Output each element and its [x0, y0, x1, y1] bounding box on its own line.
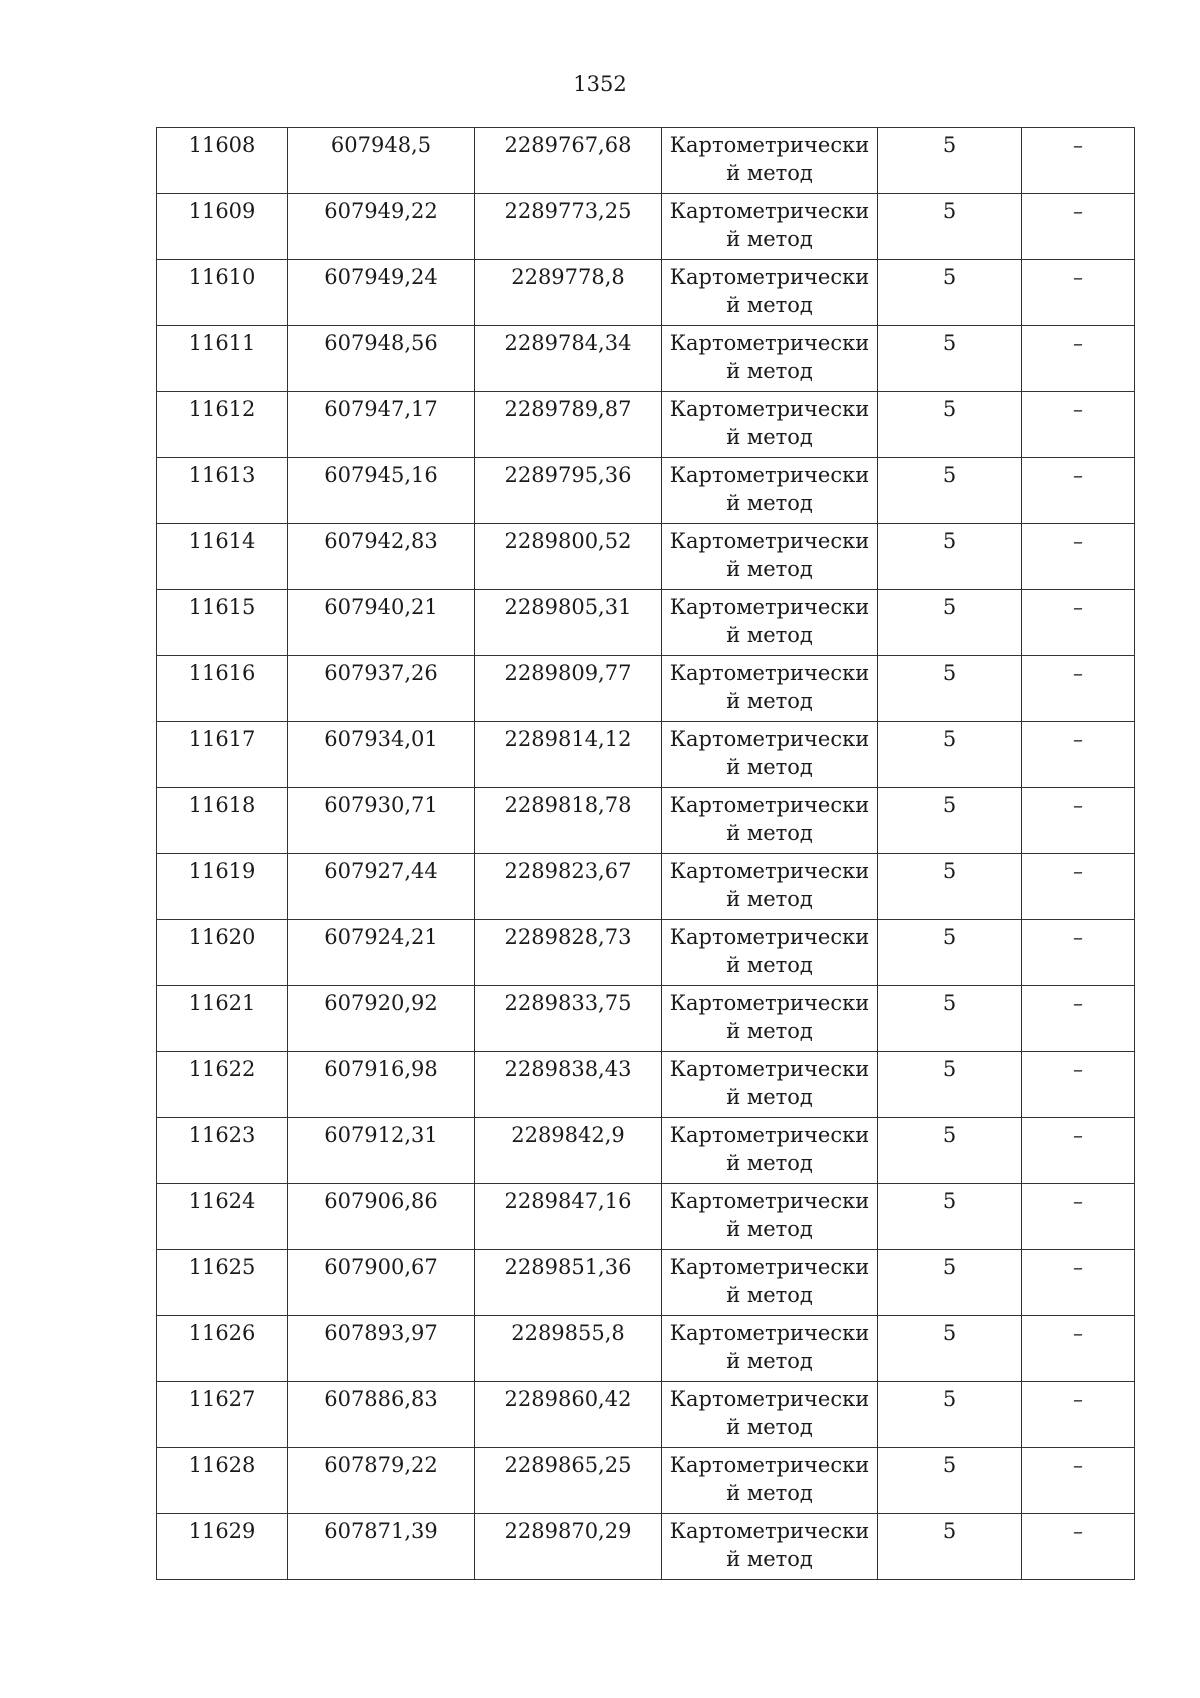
x-coordinate-cell: 607942,83	[288, 524, 475, 590]
description-cell: –	[1022, 1316, 1135, 1382]
accuracy-cell: 5	[878, 392, 1022, 458]
table-row	[157, 260, 1135, 326]
accuracy-cell: 5	[878, 590, 1022, 656]
x-coordinate-cell: 607871,39	[288, 1514, 475, 1580]
method-cell: Картометрически й метод	[662, 986, 878, 1052]
accuracy-cell: 5	[878, 656, 1022, 722]
table-row	[157, 1052, 1135, 1118]
y-coordinate-cell: 2289784,34	[475, 326, 662, 392]
accuracy-cell: 5	[878, 1514, 1022, 1580]
method-cell: Картометрически й метод	[662, 1514, 878, 1580]
table-row	[157, 194, 1135, 260]
x-coordinate-cell: 607879,22	[288, 1448, 475, 1514]
y-coordinate-cell: 2289851,36	[475, 1250, 662, 1316]
point-number-cell: 11626	[157, 1316, 288, 1382]
x-coordinate-cell: 607948,56	[288, 326, 475, 392]
y-coordinate-cell: 2289800,52	[475, 524, 662, 590]
description-cell: –	[1022, 656, 1135, 722]
x-coordinate-cell: 607893,97	[288, 1316, 475, 1382]
y-coordinate-cell: 2289795,36	[475, 458, 662, 524]
y-coordinate-cell: 2289805,31	[475, 590, 662, 656]
point-number-cell: 11614	[157, 524, 288, 590]
point-number-cell: 11619	[157, 854, 288, 920]
accuracy-cell: 5	[878, 1118, 1022, 1184]
method-cell: Картометрически й метод	[662, 458, 878, 524]
accuracy-cell: 5	[878, 326, 1022, 392]
accuracy-cell: 5	[878, 458, 1022, 524]
x-coordinate-cell: 607940,21	[288, 590, 475, 656]
method-cell: Картометрически й метод	[662, 656, 878, 722]
point-number-cell: 11625	[157, 1250, 288, 1316]
y-coordinate-cell: 2289833,75	[475, 986, 662, 1052]
accuracy-cell: 5	[878, 1184, 1022, 1250]
point-number-cell: 11608	[157, 128, 288, 194]
accuracy-cell: 5	[878, 128, 1022, 194]
table-row	[157, 1514, 1135, 1580]
description-cell: –	[1022, 458, 1135, 524]
x-coordinate-cell: 607948,5	[288, 128, 475, 194]
method-cell: Картометрически й метод	[662, 722, 878, 788]
x-coordinate-cell: 607906,86	[288, 1184, 475, 1250]
y-coordinate-cell: 2289789,87	[475, 392, 662, 458]
table-row	[157, 656, 1135, 722]
description-cell: –	[1022, 194, 1135, 260]
table-row	[157, 788, 1135, 854]
table-row	[157, 590, 1135, 656]
coordinates-table	[156, 127, 1135, 1580]
method-cell: Картометрически й метод	[662, 1382, 878, 1448]
table-row	[157, 326, 1135, 392]
point-number-cell: 11620	[157, 920, 288, 986]
description-cell: –	[1022, 1382, 1135, 1448]
point-number-cell: 11627	[157, 1382, 288, 1448]
x-coordinate-cell: 607912,31	[288, 1118, 475, 1184]
description-cell: –	[1022, 788, 1135, 854]
description-cell: –	[1022, 722, 1135, 788]
accuracy-cell: 5	[878, 194, 1022, 260]
point-number-cell: 11612	[157, 392, 288, 458]
point-number-cell: 11610	[157, 260, 288, 326]
description-cell: –	[1022, 392, 1135, 458]
method-cell: Картометрически й метод	[662, 194, 878, 260]
accuracy-cell: 5	[878, 788, 1022, 854]
y-coordinate-cell: 2289847,16	[475, 1184, 662, 1250]
method-cell: Картометрически й метод	[662, 788, 878, 854]
table-row	[157, 1382, 1135, 1448]
point-number-cell: 11618	[157, 788, 288, 854]
accuracy-cell: 5	[878, 1382, 1022, 1448]
x-coordinate-cell: 607900,67	[288, 1250, 475, 1316]
y-coordinate-cell: 2289842,9	[475, 1118, 662, 1184]
table-row	[157, 128, 1135, 194]
x-coordinate-cell: 607947,17	[288, 392, 475, 458]
table-row	[157, 392, 1135, 458]
description-cell: –	[1022, 986, 1135, 1052]
table-row	[157, 1118, 1135, 1184]
y-coordinate-cell: 2289778,8	[475, 260, 662, 326]
x-coordinate-cell: 607949,24	[288, 260, 475, 326]
method-cell: Картометрически й метод	[662, 128, 878, 194]
y-coordinate-cell: 2289860,42	[475, 1382, 662, 1448]
accuracy-cell: 5	[878, 1052, 1022, 1118]
x-coordinate-cell: 607930,71	[288, 788, 475, 854]
y-coordinate-cell: 2289855,8	[475, 1316, 662, 1382]
x-coordinate-cell: 607937,26	[288, 656, 475, 722]
x-coordinate-cell: 607927,44	[288, 854, 475, 920]
x-coordinate-cell: 607924,21	[288, 920, 475, 986]
point-number-cell: 11613	[157, 458, 288, 524]
point-number-cell: 11622	[157, 1052, 288, 1118]
y-coordinate-cell: 2289870,29	[475, 1514, 662, 1580]
method-cell: Картометрически й метод	[662, 1184, 878, 1250]
accuracy-cell: 5	[878, 260, 1022, 326]
description-cell: –	[1022, 590, 1135, 656]
description-cell: –	[1022, 1448, 1135, 1514]
description-cell: –	[1022, 1250, 1135, 1316]
method-cell: Картометрически й метод	[662, 920, 878, 986]
point-number-cell: 11624	[157, 1184, 288, 1250]
table-row	[157, 920, 1135, 986]
y-coordinate-cell: 2289865,25	[475, 1448, 662, 1514]
table-row	[157, 1316, 1135, 1382]
table-row	[157, 524, 1135, 590]
accuracy-cell: 5	[878, 854, 1022, 920]
point-number-cell: 11609	[157, 194, 288, 260]
method-cell: Картометрически й метод	[662, 1052, 878, 1118]
x-coordinate-cell: 607934,01	[288, 722, 475, 788]
x-coordinate-cell: 607920,92	[288, 986, 475, 1052]
method-cell: Картометрически й метод	[662, 590, 878, 656]
y-coordinate-cell: 2289828,73	[475, 920, 662, 986]
method-cell: Картометрически й метод	[662, 392, 878, 458]
y-coordinate-cell: 2289818,78	[475, 788, 662, 854]
y-coordinate-cell: 2289814,12	[475, 722, 662, 788]
x-coordinate-cell: 607949,22	[288, 194, 475, 260]
point-number-cell: 11629	[157, 1514, 288, 1580]
method-cell: Картометрически й метод	[662, 1316, 878, 1382]
table-row	[157, 986, 1135, 1052]
y-coordinate-cell: 2289823,67	[475, 854, 662, 920]
table-row	[157, 458, 1135, 524]
table-row	[157, 1184, 1135, 1250]
point-number-cell: 11621	[157, 986, 288, 1052]
description-cell: –	[1022, 920, 1135, 986]
description-cell: –	[1022, 1514, 1135, 1580]
method-cell: Картометрически й метод	[662, 854, 878, 920]
y-coordinate-cell: 2289838,43	[475, 1052, 662, 1118]
description-cell: –	[1022, 1118, 1135, 1184]
page-number: 1352	[573, 72, 627, 96]
method-cell: Картометрически й метод	[662, 1118, 878, 1184]
method-cell: Картометрически й метод	[662, 1250, 878, 1316]
description-cell: –	[1022, 260, 1135, 326]
accuracy-cell: 5	[878, 986, 1022, 1052]
table-row	[157, 1250, 1135, 1316]
accuracy-cell: 5	[878, 1448, 1022, 1514]
accuracy-cell: 5	[878, 722, 1022, 788]
y-coordinate-cell: 2289809,77	[475, 656, 662, 722]
method-cell: Картометрически й метод	[662, 524, 878, 590]
description-cell: –	[1022, 1052, 1135, 1118]
description-cell: –	[1022, 128, 1135, 194]
method-cell: Картометрически й метод	[662, 260, 878, 326]
point-number-cell: 11628	[157, 1448, 288, 1514]
accuracy-cell: 5	[878, 1250, 1022, 1316]
method-cell: Картометрически й метод	[662, 1448, 878, 1514]
table-row	[157, 854, 1135, 920]
y-coordinate-cell: 2289767,68	[475, 128, 662, 194]
point-number-cell: 11615	[157, 590, 288, 656]
point-number-cell: 11611	[157, 326, 288, 392]
table-row	[157, 1448, 1135, 1514]
x-coordinate-cell: 607916,98	[288, 1052, 475, 1118]
point-number-cell: 11616	[157, 656, 288, 722]
point-number-cell: 11617	[157, 722, 288, 788]
description-cell: –	[1022, 326, 1135, 392]
description-cell: –	[1022, 1184, 1135, 1250]
accuracy-cell: 5	[878, 1316, 1022, 1382]
point-number-cell: 11623	[157, 1118, 288, 1184]
y-coordinate-cell: 2289773,25	[475, 194, 662, 260]
accuracy-cell: 5	[878, 524, 1022, 590]
description-cell: –	[1022, 524, 1135, 590]
table-body	[157, 128, 1135, 1580]
accuracy-cell: 5	[878, 920, 1022, 986]
x-coordinate-cell: 607886,83	[288, 1382, 475, 1448]
method-cell: Картометрически й метод	[662, 326, 878, 392]
description-cell: –	[1022, 854, 1135, 920]
x-coordinate-cell: 607945,16	[288, 458, 475, 524]
table-row	[157, 722, 1135, 788]
